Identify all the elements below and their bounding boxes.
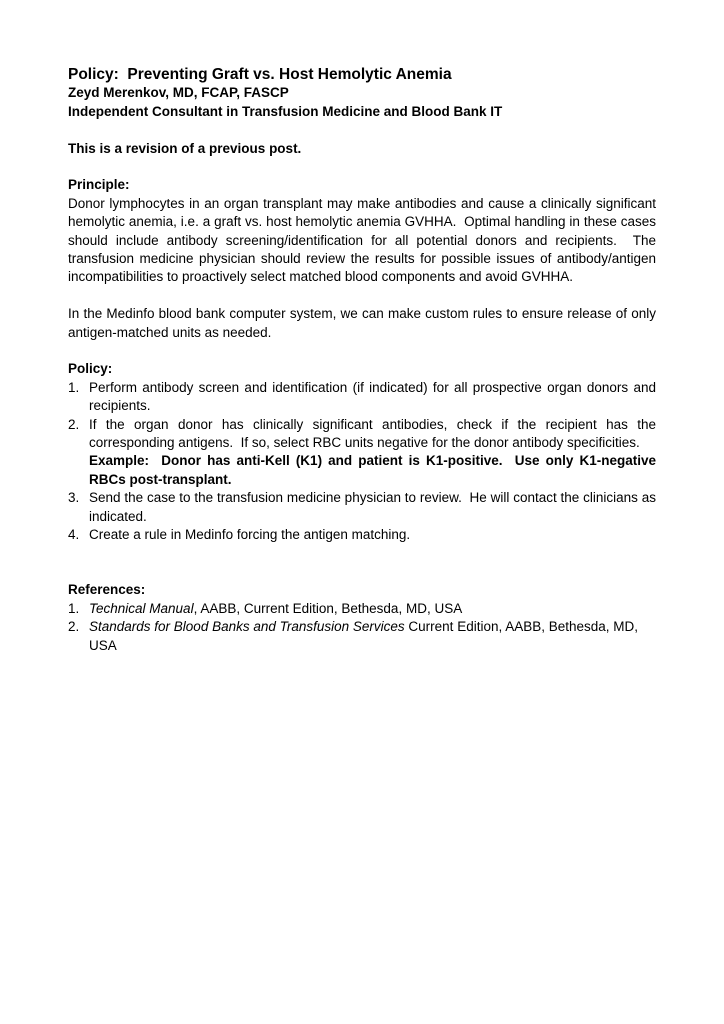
medinfo-paragraph: In the Medinfo blood bank computer system, we can make custom rules to ensure release of only antigen-matched units as needed.	[68, 306, 660, 340]
policy-item-2-number: 2.	[68, 416, 80, 432]
reference-item-1-number: 1.	[68, 600, 80, 616]
policy-list	[68, 379, 660, 545]
reference-item-1-text	[89, 600, 656, 618]
policy-heading: Policy:	[68, 361, 113, 377]
policy-item-3	[68, 489, 660, 526]
policy-item-3-number: 3.	[68, 490, 80, 506]
reference-item-2-number: 2.	[68, 619, 80, 635]
reference-item-1	[68, 600, 656, 618]
reference-item-2	[68, 618, 656, 655]
principle-heading: Principle:	[68, 177, 130, 193]
policy-item-4-text: Create a rule in Medinfo forcing the antigen matching.	[89, 527, 411, 543]
references-list	[68, 600, 656, 655]
policy-item-4	[68, 526, 656, 544]
policy-item-1	[68, 379, 660, 416]
reference-item-2-rest: Current Edition, AABB, Bethesda, MD, USA	[89, 619, 642, 653]
reference-item-1-title: Technical Manual	[89, 600, 194, 616]
affiliation-line: Independent Consultant in Transfusion Medicine and Blood Bank IT	[68, 103, 503, 119]
reference-item-2-text	[89, 618, 656, 655]
principle-paragraph: Donor lymphocytes in an organ transplant may make antibodies and cause a clinically significant hemolytic anemia, i.e. a graft vs. host hemolytic anemia GVHHA. Optimal handling in these cases should include antibody screening/identification for all potential donors and recipients. The transfusion medicine physician should review the results for possible issues of antibody/antigen incompatibilities to proactively select matched blood components and avoid GVHHA.	[68, 195, 660, 285]
author-line: Zeyd Merenkov, MD, FCAP, FASCP	[68, 85, 289, 101]
policy-item-4-number: 4.	[68, 527, 80, 543]
reference-item-1-rest: , AABB, Current Edition, Bethesda, MD, USA	[193, 600, 463, 616]
revision-note: This is a revision of a previous post.	[68, 140, 302, 156]
policy-item-1-number: 1.	[68, 379, 80, 395]
reference-item-2-title: Standards for Blood Banks and Transfusion Services	[89, 619, 405, 635]
policy-item-2-example: Example: Donor has anti-Kell (K1) and patient is K1-positive. Use only K1-negative RBCs post-transplant.	[89, 453, 660, 487]
policy-item-1-text: Perform antibody screen and identification (if indicated) for all prospective organ donors and recipients.	[89, 379, 660, 414]
policy-item-2-text: If the organ donor has clinically significant antibodies, check if the recipient has the corresponding antigens. If so, select RBC units negative for the donor antibody specificities.	[89, 416, 660, 451]
references-heading: References:	[68, 582, 146, 598]
page-title: Policy: Preventing Graft vs. Host Hemolytic Anemia	[68, 66, 452, 83]
document-content	[68, 66, 660, 655]
policy-item-3-text: Send the case to the transfusion medicine physician to review. He will contact the clinicians as indicated.	[89, 490, 660, 524]
policy-item-2	[68, 416, 660, 490]
